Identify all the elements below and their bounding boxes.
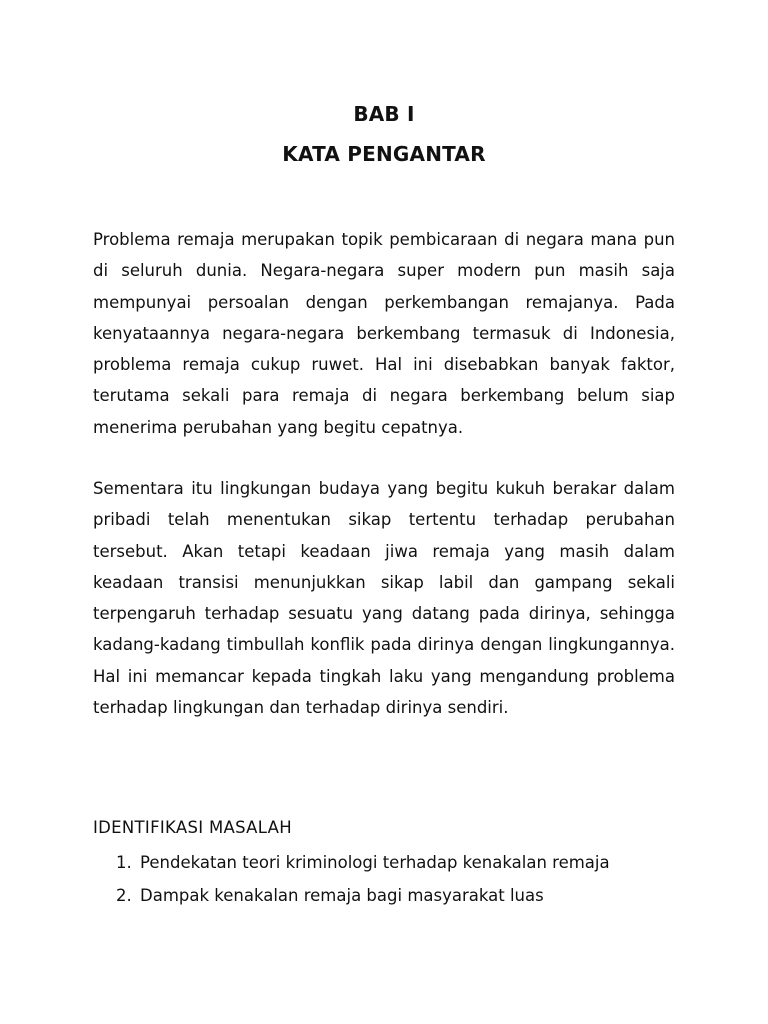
body-paragraph: Sementara itu lingkungan budaya yang begitu kukuh berakar dalam pribadi telah menentukan sikap tertentu terhadap perubahan tersebut. Akan tetapi keadaan jiwa remaja yang masih dalam keadaan transisi menunjukkan sikap labil dan gampang sekali terpengaruh terhadap sesuatu yang datang pada dirinya, sehingga kadang-kadang timbullah konflik pada dirinya dengan lingkungannya. Hal ini memancar kepada tingkah laku yang mengandung problema terhadap lingkungan dan terhadap dirinya sendiri. bbox=[93, 479, 675, 718]
list-item-number: 1. bbox=[116, 853, 132, 872]
problem-list bbox=[93, 847, 610, 912]
chapter-heading: BAB I bbox=[353, 102, 415, 126]
list-item bbox=[93, 847, 610, 880]
list-item-text: Pendekatan teori kriminologi terhadap kenakalan remaja bbox=[140, 853, 610, 872]
body-paragraph: Problema remaja merupakan topik pembicaraan di negara mana pun di seluruh dunia. Negara-negara super modern pun masih saja mempunyai persoalan dengan perkembangan remajanya. Pada kenyataannya negara-negara berkembang termasuk di Indonesia, problema remaja cukup ruwet. Hal ini disebabkan banyak faktor, terutama sekali para remaja di negara berkembang belum siap menerima perubahan yang begitu cepatnya. bbox=[93, 230, 675, 437]
list-item bbox=[93, 880, 610, 913]
list-item-text: Dampak kenakalan remaja bagi masyarakat luas bbox=[140, 885, 544, 905]
page-title: KATA PENGANTAR bbox=[282, 142, 486, 166]
section-heading: IDENTIFIKASI MASALAH bbox=[93, 818, 292, 837]
list-item-number: 2. bbox=[116, 885, 132, 905]
